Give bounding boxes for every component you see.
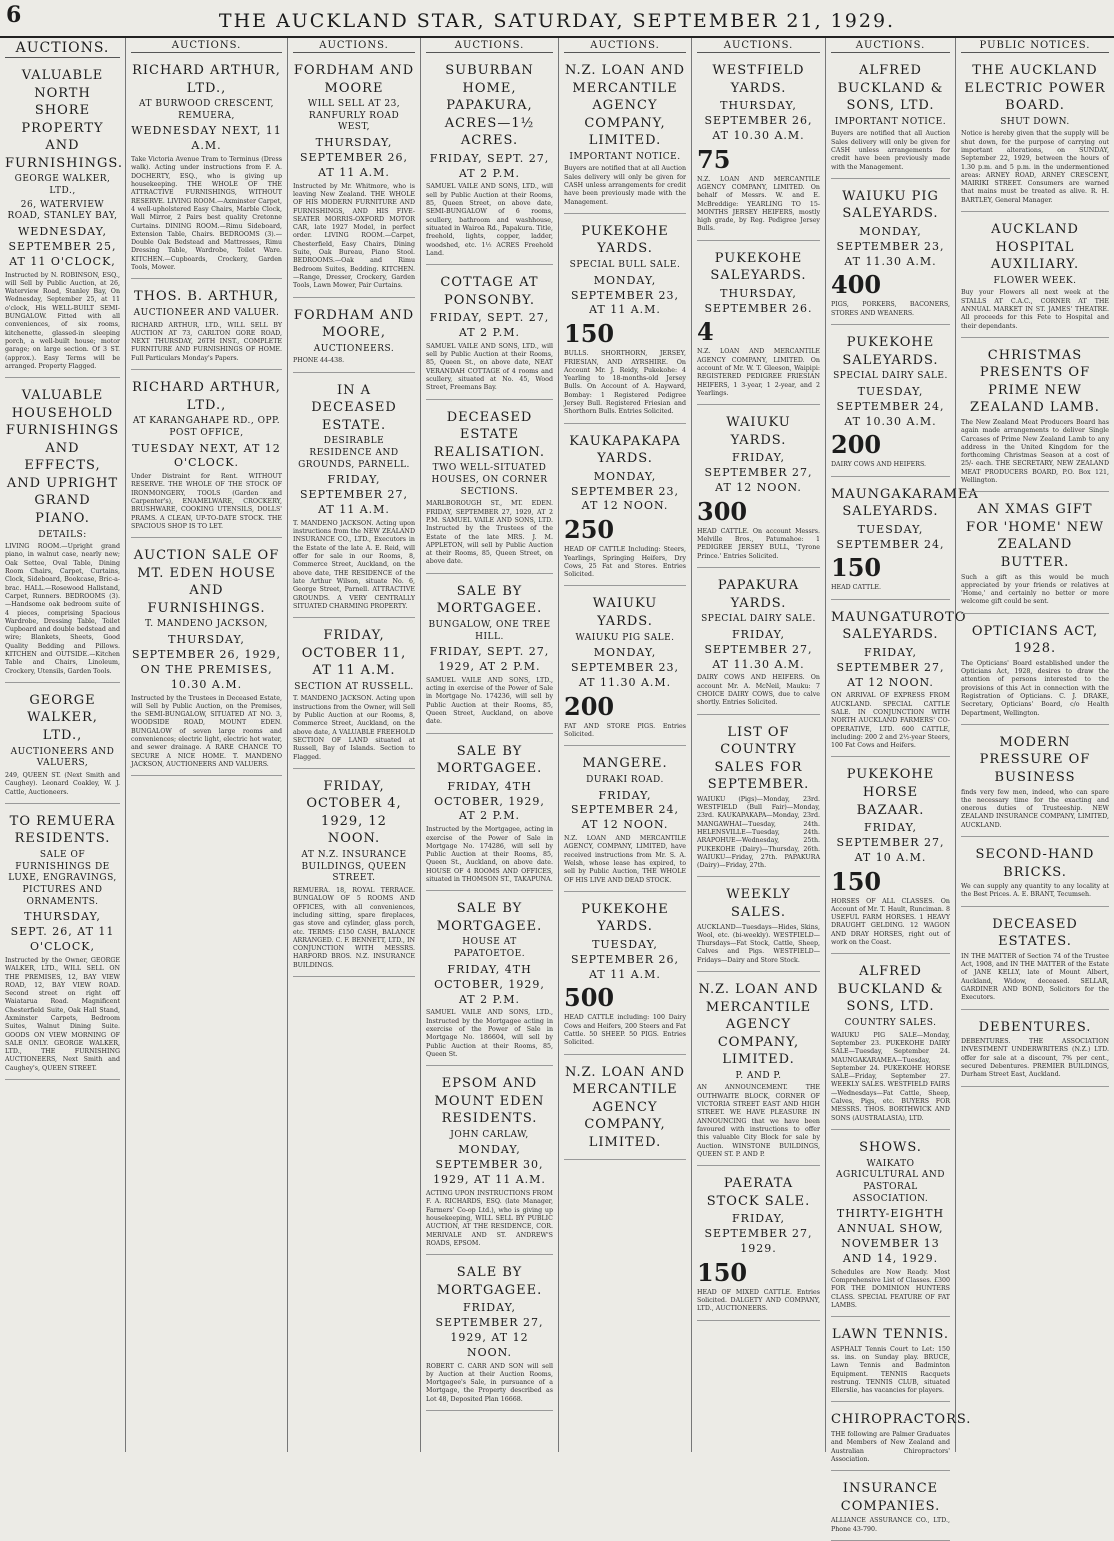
ad-title: SHOWS. [859,1139,922,1155]
ad-body: Under Distraint for Rent. WITHOUT RESERVE. THE WHOLE OF THE STOCK OF IRONMONGERY, TOOLS (Garden and Carpenter's), ENAMELWARE, CROCKERY, BRUSHWARE, COOKING UTENSILS, DOLLS' PRAMS. A CLEAN, UP-TO-DATE STOCK. THE SPACIOUS SHOP IS TO LET. [131,473,282,530]
advertisement [564,590,686,746]
advertisement [564,428,686,587]
ad-body: HEAD OF MIXED CATTLE. Entries Solicited. DALGETY AND COMPANY, LTD., AUCTIONEERS. [697,1288,820,1313]
advertisement [131,374,282,538]
advertisement [961,216,1109,338]
ad-body: DAIRY COWS AND HEIFERS. [831,461,927,469]
ad-body: N.Z. LOAN AND MERCANTILE AGENCY, COMPANY, LIMITED, have received instructions from Mr. S. A. Welsh, whose lease has expired, to sell by Public Auction, THE WHOLE OF HIS LIVE AND DEAD STOCK. [564,835,686,884]
advertisement [831,329,950,477]
ad-subtitle: SPECIAL DAIRY SALE. [701,614,816,625]
ad-title: SALE BY MORTGAGEE. [436,583,543,617]
advertisement [831,1475,950,1541]
advertisement [564,218,686,424]
ad-subtitle: AUCTIONEERS. [313,343,395,354]
ad-title: THOS. B. ARTHUR, [133,289,280,305]
advertisement [831,1406,972,1471]
ad-title: RICHARD ARTHUR, LTD., [132,380,281,413]
ad-title: RICHARD ARTHUR, LTD., [132,63,281,96]
ad-subtitle: WILL SELL AT 23, RANFURLY ROAD WEST, [307,99,401,133]
ad-subtitle: DESIRABLE RESIDENCE AND GROUNDS, PARNELL. [298,436,410,470]
ad-title: MODERN PRESSURE OF BUSINESS [979,734,1091,786]
ad-date: WEDNESDAY NEXT, 11 A.M. [131,124,282,153]
ad-subtitle: AT KARANGAHAPE RD., OPP. POST OFFICE, [132,416,281,438]
ad-title: PUKEKOHE SALEYARDS. [710,250,807,284]
advertisement [831,958,950,1130]
advertisement [293,377,415,619]
advertisement [697,572,820,715]
advertisement [564,1059,686,1161]
lot-count: 150 [831,866,882,896]
ad-title: DECEASED ESTATE REALISATION. [433,409,546,460]
ad-title: MAUNGAKARAMEA SALEYARDS. [831,486,979,520]
ad-body: T. MANDENO JACKSON. Acting upon instructions from the Owner, will Sell by Public Auction at our Rooms, 8, Commerce Street, Auckland, on the above date, A VALUABLE FREEHOLD SECTION OF LAND situated at Russell, Bay of Islands. Section to Flagged. [293,695,415,761]
ad-body: SAMUEL VAILE AND SONS, LTD., will sell by Public Auction at their Rooms, 85, Queen St., on above date, NEAT VERANDAH COTTAGE of 4 rooms and scullery, situated at No. 45, Wood Street, Freemans Bay. [426,342,553,392]
ad-body: THE following are Palmer Graduates and Members of New Zealand and Australian Chiropractors' Association. [831,1431,950,1463]
ad-title: COTTAGE AT PONSONBY. [440,275,539,308]
ad-body: REMUERA. 18, ROYAL TERRACE. BUNGALOW OF 5 ROOMS AND OFFICES, with all conveniences, including sitting, spare fireplaces, gas stove and cylinder, glass porch, etc. TERMS: £150 CASH, BALANCE ARRANGED. C. F. BENNETT, LTD., IN CONJUNCTION WITH MESSRS. HARFORD BROS. N.Z. INSURANCE BUILDINGS. [293,887,415,969]
advertisement [426,1070,553,1255]
ad-subtitle: DETAILS: [38,529,87,540]
ad-date: FRIDAY, SEPTEMBER 27, 1929. [704,1212,813,1255]
ad-title: CHRISTMAS PRESENTS OF PRIME NEW ZEALAND LAMB. [970,347,1100,416]
lot-count: 200 [831,430,882,460]
advertisement [831,57,950,179]
advertisement [831,604,967,758]
advertisement [426,269,553,400]
ad-subtitle: FLOWER WEEK. [993,275,1077,286]
ad-body: Buyers are notified that all Auction Sales delivery will only be given for CASH unless arrangements for credit have been previously made with the Management. [831,130,950,171]
ad-subtitle: IMPORTANT NOTICE. [569,151,681,162]
advertisement [131,283,282,370]
ad-body: FAT AND STORE PIGS. Entries Solicited. [564,722,686,739]
column-7 [826,38,979,1533]
ad-body: Buy your Flowers all next week at the STALLS AT C.A.C., CORNER AT THE ANNUAL MARKET IN ST. JAMES' THEATRE. All proceeds for this Fete to Hospital and their dependants. [961,289,1109,330]
ad-date: FRIDAY, SEPTEMBER 27, 1929, AT 12 NOON. [435,1301,544,1359]
ad-body: We can supply any quantity to any locality at the Best Prices. A. E. BRANT, Tecumseh. [961,883,1109,899]
ad-title: MAUNGATUROTO SALEYARDS. [831,609,967,643]
ad-body: PIGS, PORKERS, BACONERS, STORES AND WEANERS. [831,301,950,317]
ad-title: GEORGE WALKER, LTD., [27,692,98,744]
ad-subtitle: TWO WELL-SITUATED HOUSES, ON CORNER SECTIONS. [431,463,548,497]
column-header: AUCTIONS. [293,40,415,53]
advertisement [961,57,1109,212]
ad-date: TUESDAY, SEPTEMBER 24, AT 10.30 A.M. [836,384,945,428]
ad-title: EPSOM AND MOUNT EDEN RESIDENTS. [434,1076,545,1127]
column-header: AUCTIONS. [831,40,950,53]
ad-title: SECOND-HAND BRICKS. [975,847,1095,880]
lot-count: 4 [697,317,714,347]
ad-body: Schedules are Now Ready. Most Comprehensive List of Classes. £300 FOR THE DOMINION HUNTERS CLASS. SPECIAL FEATURE OF FAT LAMBS. [831,1268,950,1309]
ad-body: T. MANDENO JACKSON. Acting upon instructions from the NEW ZEALAND INSURANCE CO., LTD., Executors in the Estate of the late A. E. Reid, will offer for sale in our Rooms, 8, Commerce Street, Auckland, on the above date, THE RESIDENCE of the late Arthur Wilson, situate No. 6, George Street, Parnell. ATTRACTIVE GROUNDS. A VERY CENTRALLY SITUATED CHARMING PROPERTY. [293,519,415,610]
advertisement [697,1170,820,1321]
column-header: AUCTIONS. [131,40,282,53]
ad-body: RICHARD ARTHUR, LTD., WILL SELL BY AUCTION AT 73, CARLTON GORE ROAD, NEXT THURSDAY, 26TH INST., COMPLETE FURNITURE AND FURNISHINGS OF HOME. Full Particulars Monday's Papers. [131,321,282,362]
page-number: 6 [6,2,22,28]
ad-body: N.Z. LOAN AND MERCANTILE AGENCY COMPANY, LIMITED. On behalf of Messrs. W. and E. McBreddige: YEARLING TO 15-MONTHS JERSEY HEIFERS, mostly high grade, by Reg. Pedigree Jersey Bulls. [697,175,820,233]
ad-date: WEDNESDAY, SEPTEMBER 25, AT 11 O'CLOCK, [8,225,117,268]
column-6 [692,38,826,1452]
ad-subtitle: AT N.Z. INSURANCE BUILDINGS, QUEEN STREET. [301,850,407,884]
ad-title: FORDHAM AND MOORE, [293,307,415,341]
column-header: AUCTIONS. [564,40,686,53]
ad-title: N.Z. LOAN AND MERCANTILE AGENCY COMPANY, LIMITED. [564,1064,686,1150]
ad-title: WEEKLY SALES. [726,887,791,920]
ad-body: 249, QUEEN ST. (Next Smith and Caughey). Leonard Coakley, W. J. Cattle, Auctioneers. [5,771,120,796]
ad-subtitle: GEORGE WALKER, LTD., [14,174,111,196]
ad-body: ASPHALT Tennis Court to Let: 150 ss. ins. on Sunday play. BRUCE, Lawn Tennis and Badminton Equipment. TENNIS Racquets restrung. TENNIS CLUB, situated Ellerslie, has vacancies for players. [831,1345,950,1395]
advertisement [5,808,120,1080]
ad-title: KAUKAPAKAPA YARDS. [569,433,681,467]
ad-subtitle: AUCTIONEER AND VALUER. [133,307,280,318]
ad-title: SALE BY MORTGAGEE. [436,743,543,777]
ad-date: THURSDAY, SEPTEMBER 26. [704,286,813,315]
ad-title: N.Z. LOAN AND MERCANTILE AGENCY COMPANY, LIMITED. [564,63,686,149]
lot-count: 250 [564,515,615,545]
lot-count: 400 [831,270,882,300]
ad-body: BULLS. SHORTHORN, JERSEY, FRIESIAN, AND AYRSHIRE. On Account Mr. J. Reidy, Pukekohe: 4 Yearling to 18-months-old Jersey Bulls. On Account of A. Hayward, Bombay: 1 Registered Pedigree Jersey Bull. Registered Friesian and Shorthorn Bulls. Entries Solicited. [564,350,686,416]
ad-body: SAMUEL VAILE AND SONS, LTD., will sell by Public Auction at their Rooms, 85, Queen Street, on above date, SEMI-BUNGALOW of 6 rooms, scullery, bathroom and washhouse, situated in Wairoa Rd., Papakura. Title, freehold, lights, copper, ladder, woodshed, etc. 1½ ACRES Freehold Land. [426,183,553,257]
advertisement [426,738,553,892]
columns-container [0,38,1114,1533]
advertisement [426,404,553,574]
ad-title: FORDHAM AND MOORE [293,63,415,96]
lot-count: 150 [697,1257,748,1287]
advertisement [564,57,686,214]
ad-date: FRIDAY, SEPTEMBER 27, AT 11 A.M. [300,473,408,517]
ad-date: TUESDAY, SEPTEMBER 24, [836,522,945,551]
ad-title: WESTFIELD YARDS. [712,63,805,96]
ad-body: SAMUEL VAILE AND SONS, LTD., Instructed by the Mortgagee acting in exercise of the Power of Sale in Mortgage No. 186604, will sell by Public Auction at their Rooms, 85, Queen St. [426,1009,553,1058]
advertisement [131,542,282,776]
ad-body: HEAD CATTLE including: 100 Dairy Cows and Heifers, 200 Steers and Fat Cattle. 50 SHEEP. 50 PIGS. Entries Solicited. [564,1014,686,1047]
ad-title: FRIDAY, OCTOBER 4, 1929, 12 NOON. [306,778,402,847]
ad-date: MONDAY, SEPTEMBER 30, 1929, AT 11 A.M. [433,1143,546,1187]
advertisement [5,382,120,683]
ad-title: AUCTION SALE OF MT. EDEN HOUSE AND FURNISHINGS. [133,548,280,616]
ad-body: HEAD OF CATTLE Including: Steers, Yearlings, Springing Heifers, Dry Cows, 25 Fat and Stores. Entries Solicited. [564,546,686,579]
column-2 [126,38,288,1452]
ad-body: Take Victoria Avenue Tram to Terminus (Dress walk). Acting under instructions from F. A. DOCHERTY, ESQ., who is giving up housekeeping. THE WHOLE OF THE ATTRACTIVE FURNISHINGS, WITHOUT RESERVE. LIVING ROOM.—Axminster Carpet, 4 well-upholstered Easy Chairs, Marble Clock, Wall Mirror, 2 Pairs best quality Cretonne Curtains. DINING ROOM.—Rimu Sideboard, Extension Table, Chairs. BEDROOMS (3).—Double Oak Bedstead and Mattresses, Rimu Dressing Table, Wardrobe, Toilet Ware. KITCHEN.—Cupboards, Crockery, Garden Tools, Mower. [131,156,282,272]
ad-body: IN THE MATTER of Section 74 of the Trustee Act, 1908, and IN THE MATTER of the Estate of JANE KELLY, late of Mount Albert, Auckland, Widow, deceased. SELLAR, GARDINER AND BOND, Solicitors for the Executors. [961,952,1109,1002]
advertisement [293,302,415,373]
ad-title: PUKEKOHE YARDS. [581,223,669,257]
advertisement [5,687,120,804]
ad-body: The New Zealand Meat Producers Board has again made arrangements to deliver Single Carcases of Prime New Zealand Lamb to any address in the United Kingdom for the forthcoming Christmas Season at a cost of 25/- each. THE SECRETARY, NEW ZEALAND MEAT PRODUCERS BOARD, P.O. Box 121, Wellington. [961,419,1109,485]
ad-body: The Opticians' Board established under the Opticians Act, 1928, desires to draw the attention of persons interested to the provisions of this Act in connection with the Registration of Opticians. C. J. DRAKE, Secretary, Opticians' Board, c/o Health Department, Wellington. [961,659,1109,717]
ad-date: THURSDAY, SEPT. 26, AT 11 O'CLOCK, [10,910,115,954]
column-1 [0,38,126,1452]
ad-subtitle: SECTION AT RUSSELL. [294,681,414,692]
ad-date: THIRTY-EIGHTH ANNUAL SHOW, NOVEMBER 13 AND 14, 1929. [836,1207,945,1265]
column-3 [288,38,421,1452]
ad-title: CHIROPRACTORS. [831,1412,972,1428]
ad-title: PUKEKOHE HORSE BAZAAR. [846,767,935,818]
advertisement [831,761,950,954]
ad-date: THURSDAY, SEPTEMBER 26, 1929, ON THE PREMISES, 10.30 A.M. [132,633,281,691]
ad-body: WAIUKU PIG SALE—Monday, September 23. PUKEKOHE DAIRY SALE—Tuesday, September 24. MAUNGAKARAMEA—Tuesday, September 24. PUKEKOHE HORSE SALE—Friday, September 27. WEEKLY SALES. WESTFIELD FAIRS—Wednesdays—Fat Cattle, Sheep, Calves, Pigs, etc. BUYERS FOR MESSRS. THOS. BORTHWICK AND SONS (AUSTRALASIA), LTD. [831,1031,950,1122]
ad-title: AN XMAS GIFT FOR 'HOME' NEW ZEALAND BUTTER. [966,502,1104,571]
ad-title: TO REMUERA RESIDENTS. [9,813,116,847]
ad-title: PAERATA STOCK SALE. [706,1176,811,1209]
ad-subtitle: WAIUKU PIG SALE. [575,632,675,643]
ad-title: ALFRED BUCKLAND & SONS, LTD. [837,63,944,114]
ad-date: FRIDAY, SEPT. 27, AT 2 P.M. [429,311,550,340]
ad-subtitle: IMPORTANT NOTICE. [834,116,947,127]
advertisement [697,57,820,241]
ad-title: WAIUKU YARDS. [726,415,791,448]
advertisement [831,183,950,325]
lot-count: 75 [697,144,731,174]
ad-date: FRIDAY, SEPTEMBER 27, AT 10 A.M. [836,821,945,864]
advertisement [961,729,1109,837]
advertisement [831,1321,950,1402]
lot-count: 150 [831,553,882,583]
ad-body: HEAD CATTLE. [831,584,882,592]
column-8 [956,38,1114,1452]
ad-body: Instructed by the Trustees in Deceased Estate, will Sell by Public Auction, on the Premises, the SEMI-BUNGALOW, SITUATED AT NO. 3, WOODSIDE ROAD, MOUNT EDEN. BUNGALOW of seven large rooms and conveniences; electric light, electric hot water, and sewer drainage. A RARE CHANCE TO SECURE A NICE HOME. T. MANDENO JACKSON, AUCTIONEERS AND VALUERS. [131,694,282,768]
ad-subtitle: SPECIAL BULL SALE. [569,260,681,270]
ad-subtitle: DURAKI ROAD. [586,774,664,785]
ad-body: ACTING UPON INSTRUCTIONS FROM F. A. RICHARDS, ESQ. (late Manager, Farmers' Co-op Ltd.), who is giving up housekeeping, WILL SELL BY PUBLIC AUCTION, AT THE RESIDENCE, COR. MERIVALE AND ST. ANDREW'S ROADS, EPSOM. [426,1190,553,1247]
ad-date: FRIDAY, SEPTEMBER 24, AT 12 NOON. [571,788,679,832]
advertisement [293,622,415,769]
ad-title: VALUABLE HOUSEHOLD FURNISHINGS AND EFFECTS, AND UPRIGHT GRAND PIANO. [5,388,120,526]
ad-title: LAWN TENNIS. [832,1327,949,1343]
ad-title: PUKEKOHE YARDS. [581,901,669,935]
ad-body: DEBENTURES. THE ASSOCIATION INVESTMENT UNDERWRITERS (N.Z.) LTD. offer for sale at a discount, 7% per cent., secured Debentures. PREMIER BUILDINGS, Durham Street East, Auckland. [961,1038,1109,1079]
ad-body: HORSES OF ALL CLASSES. On Account of Mr. T. Hault, Runciman. 8 USEFUL FARM HORSES. 1 HEAVY DRAUGHT GELDING. 12 WAGON AND DRAY HORSES, right out of work on the Coast. [831,897,950,947]
ad-body: LIVING ROOM.—Upright grand piano, in walnut case, nearly new; Oak Settee, Oval Table, Dining Room Chairs, Carpet, Curtains, Clock, Sideboard, Bookcase, Bric-a-brac. HALL.—Rosewood Hallstand, Carpet, Runners. BEDROOMS (3).—Handsome oak bedroom suite of 4 pieces, comprising Spacious Wardrobe, Dressing Table, Toilet Cupboard and double bedstead and wire; Blankets, Sheets, Good Quality Bedding and Pillows. KITCHEN and OUTSIDE.—Kitchen Table and Chairs, Linoleum, Crockery, Utensils, Garden Tools. [5,543,120,675]
advertisement [697,245,820,406]
ad-venue: 26, WATERVIEW ROAD, STANLEY BAY, [7,199,118,222]
ad-date: TUESDAY, SEPTEMBER 26, AT 11 A.M. [571,937,679,981]
advertisement [961,342,1109,493]
ad-title: FRIDAY, OCTOBER 11, AT 11 A.M. [301,628,407,679]
ad-subtitle: P. AND P. [735,1070,782,1081]
ad-title: THE AUCKLAND ELECTRIC POWER BOARD. [964,63,1106,114]
ad-body: N.Z. LOAN AND MERCANTILE AGENCY COMPANY, LIMITED. On account of Mr. W. T. Gleeson, Waipipi: REGISTERED PEDIGREE FRIESIAN HEIFERS, 1 3-year, 1 2-year, and 2 Yearlings. [697,348,820,397]
ad-title: INSURANCE COMPANIES. [840,1481,941,1514]
ad-title: OPTICIANS ACT, 1928. [971,623,1099,657]
lot-count: 150 [564,319,615,349]
ad-subtitle: JOHN CARLAW, [450,1129,529,1140]
advertisement [961,1014,1109,1087]
lot-count: 200 [564,691,615,721]
ad-subtitle: SALE OF FURNISHINGS DE LUXE, ENGRAVINGS, PICTURES AND ORNAMENTS. [8,849,117,907]
ad-title: PUKEKOHE SALEYARDS. [842,335,939,368]
advertisement [131,57,282,279]
ad-subtitle: SPECIAL DAIRY SALE. [833,371,948,382]
masthead [0,0,1114,38]
advertisement [564,750,686,892]
ad-subtitle: T. MANDENO JACKSON, [145,619,268,630]
ad-body: Instructed by the Owner, GEORGE WALKER, LTD., WILL SELL ON THE PREMISES, 12, BAY VIEW ROAD, 12, BAY VIEW ROAD. Second street on right off Waiatarua Road. Magnificent Chesterfield Suite, Oak Hall Stand, Axminster Carpets, Bedroom Suites, Walnut Dining Suite. GOODS ON VIEW MORNING OF SALE ONLY. GEORGE WALKER, LTD., THE FURNISHING AUCTIONEERS, Next Smith and Caughey's, QUEEN STREET. [5,956,120,1072]
ad-title: LIST OF COUNTRY SALES FOR SEPTEMBER. [707,724,810,793]
advertisement [697,719,820,878]
ad-date: MONDAY, SEPTEMBER 23, AT 12 NOON. [571,469,679,513]
ad-title: MANGERE. [582,756,668,772]
ad-body: AN ANNOUNCEMENT. THE OUTHWAITE BLOCK, CORNER OF VICTORIA STREET EAST AND HIGH STREET. WE HAVE PLEASURE IN ANNOUNCING that we have been favoured with instructions to offer this valuable City Block for sale by Auction. WINSTONE BUILDINGS, QUEEN ST. P. AND P. [697,1084,820,1158]
ad-title: IN A DECEASED ESTATE. [311,382,397,433]
column-header: AUCTIONS. [5,40,120,58]
ad-body: Instructed by N. ROBINSON, ESQ., will Sell by Public Auction, at 26, Waterview Road, Stanley Bay, On Wednesday, September 25, at 11 o'clock, His WELL-BUILT SEMI-BUNGALOW. Fitted with all conveniences, of six rooms, kitchenette, glassed-in sleeping porch, a well-built house; motor garage; on large section. Of 3 ST. (approx.). Easy Terms will be arranged. Property Flagged. [5,271,120,370]
ad-body: SAMUEL VAILE AND SONS, LTD., acting in exercise of the Power of Sale in Mortgage No. 174236, will sell by Public Auction at their Rooms, 85, Queen Street, Auckland, on above date. [426,676,553,726]
ad-body: AUCKLAND—Tuesdays—Hides, Skins, Wool, etc. (bi-weekly). WESTFIELD—Thursdays—Fat Stock, Cattle, Sheep, Calves and Pigs. WESTFIELD—Fridays—Dairy and Store Stock. [697,923,820,964]
ad-date: FRIDAY, 4TH OCTOBER, 1929, AT 2 P.M. [434,779,545,823]
ad-title: VALUABLE NORTH SHORE PROPERTY AND FURNISHINGS. [5,68,123,171]
ad-date: FRIDAY, SEPT. 27, 1929, AT 2 P.M. [429,645,550,674]
advertisement [293,57,415,298]
ad-subtitle: BUNGALOW, ONE TREE HILL. [428,619,551,642]
advertisement [831,481,979,600]
advertisement [5,62,123,378]
advertisement [961,618,1109,725]
ad-body: Notice is hereby given that the supply will be shut down, for the purpose of carrying out important alterations, on SUNDAY, September 22, 1929, between the hours of 1.30 p.m. and 5 p.m. in the undermentioned areas: ARNEY ROAD, ARNEY CRESCENT, MAIRIKI STREET. Consumers are warned that mains must be treated as alive. R. H. BARTLEY, General Manager. [961,130,1109,204]
ad-subtitle: COUNTRY SALES. [844,1018,937,1029]
advertisement [426,578,553,734]
advertisement [697,976,820,1166]
ad-title: WAIUKU PIG SALEYARDS. [842,188,939,222]
column-header: AUCTIONS. [426,40,553,53]
column-4 [421,38,559,1452]
advertisement [426,895,553,1066]
advertisement [426,57,553,265]
ad-body: ROBERT C. CARR AND SON will sell by Auction at their Auction Rooms, Mortgagee's Sale, in pursuance of a Mortgage, the Property described as Lot 48, Deposited Plan 16668. [426,1362,553,1403]
lot-count: 300 [697,496,748,526]
ad-date: MONDAY, SEPTEMBER 23, AT 11.30 A.M. [836,224,945,268]
advertisement [564,896,686,1055]
ad-date: FRIDAY, SEPTEMBER 27, AT 12 NOON. [704,451,813,495]
advertisement [831,1134,950,1317]
ad-title: PAPAKURA YARDS. [717,578,800,611]
ad-body: Such a gift as this would be much appreciated by your friends or relatives at 'Home,' and certainly no better or more welcome gift could be sent. [961,573,1109,606]
advertisement [697,409,820,568]
ad-date: FRIDAY, SEPTEMBER 27, AT 11.30 A.M. [704,627,813,671]
advertisement [293,773,415,977]
ad-date: TUESDAY NEXT, AT 12 O'CLOCK. [132,441,281,470]
ad-body: Instructed by Mr. Whitmore, who is leaving New Zealand. THE WHOLE OF HIS MODERN FURNITURE AND FURNISHINGS, AND HIS FIVE-SEATER MORRIS-OXFORD MOTOR CAR, late 1927 Model, in perfect order. LIVING ROOM.—Carpet, Chesterfield, Easy Chairs, Dining Suite, Oak Bureau, Piano Stool. BEDROOMS.—Oak and Rimu Bedroom Suites, Bedding. KITCHEN.—Range, Dresser, Crockery, Garden Tools, Lawn Mower, Pair Curtains. [293,182,415,290]
ad-body: Buyers are notified that at all Auction Sales delivery will only be given for CASH unless arrangements for credit have been previously made with the Management. [564,165,686,206]
ad-date: FRIDAY, SEPT. 27, AT 2 P.M. [429,151,550,180]
advertisement [426,1259,553,1411]
ad-title: SUBURBAN HOME, PAPAKURA, ACRES—1½ ACRES. [444,63,535,149]
ad-title: SALE BY MORTGAGEE. [436,901,543,934]
lot-count: 500 [564,983,615,1013]
ad-body: MARLBOROUGH ST., MT. EDEN. FRIDAY, SEPTEMBER 27, 1929, AT 2 P.M. SAMUEL VAILE AND SONS, LTD. Instructed by the Trustees of the Estate of the late MRS. J. M. APPLETON, will sell by Public Auction at their Rooms, 85, Queen Street, on above date. [426,500,553,566]
ad-date: THURSDAY, SEPTEMBER 26, AT 10.30 A.M. [704,99,813,142]
ad-subtitle: AUCTIONEERS AND VALUERS, [10,746,115,769]
ad-date: FRIDAY, 4TH OCTOBER, 1929, AT 2 P.M. [434,962,545,1006]
ad-body: PHONE 44-438. [293,357,345,365]
ad-body: DAIRY COWS AND HEIFERS. On account Mr. A. McNeil, Mauku: 7 CHOICE DAIRY COWS, due to calve shortly. Entries Solicited. [697,674,820,707]
advertisement [961,841,1109,907]
ad-title: DECEASED ESTATES. [992,916,1078,950]
ad-body: Instructed by the Mortgagee, acting in exercise of the Power of Sale in Mortgage No. 174286, will sell by Public Auction at their Rooms, 85, Queen St., Auckland, on above date. HOUSE OF 4 ROOMS AND OFFICES, situated in THOMSON ST., TAKAPUNA. [426,826,553,884]
ad-date: MONDAY, SEPTEMBER 23, AT 11 A.M. [571,273,679,317]
ad-title: WAIUKU YARDS. [592,596,658,629]
ad-date: MONDAY, SEPTEMBER 23, AT 11.30 A.M. [571,646,679,689]
column-header: PUBLIC NOTICES. [961,40,1109,53]
ad-title: SALE BY MORTGAGEE. [436,1265,543,1298]
ad-title: AUCKLAND HOSPITAL AUXILIARY. [990,222,1080,273]
ad-body: ON ARRIVAL OF EXPRESS FROM AUCKLAND. SPECIAL CATTLE SALE. IN CONJUNCTION WITH NORTH AUCKLAND FARMERS' CO-OPERATIVE, LTD. 600 CATTLE, including: 200 2 and 2½-year Steers, 100 Fat Cows and Heifers. [831,692,950,750]
ad-body: finds very few men, indeed, who can spare the necessary time for the exacting and onerous duties of Trusteeship. NEW ZEALAND INSURANCE COMPANY, LIMITED, AUCKLAND. [961,788,1109,829]
column-header: AUCTIONS. [697,40,820,53]
ad-date: FRIDAY, SEPTEMBER 27, AT 12 NOON. [836,645,945,689]
newspaper-title: THE AUCKLAND STAR, SATURDAY, SEPTEMBER 21, 1929. [218,10,896,32]
ad-subtitle: HOUSE AT PAPATOETOE. [453,937,526,960]
ad-subtitle: WAIKATO AGRICULTURAL AND PASTORAL ASSOCIATION. [835,1158,946,1204]
ad-body: ALLIANCE ASSURANCE CO., LTD., Phone 43-790. [831,1517,950,1533]
advertisement [961,496,1109,613]
advertisement [697,881,820,972]
ad-body: WAIUKU (Pigs)—Monday, 23rd. WESTFIELD (Bull Fair)—Monday, 23rd. KAUKAPAKAPA—Monday, 23rd. MANGAWHAI—Tuesday, 24th. HELENSVILLE—Tuesday, 24th. ARAPOHUE—Wednesday, 25th. PUKEKOHE (Dairy)—Thursday, 26th. WAIUKU—Friday, 27th. PAPAKURA (Dairy)—Friday, 27th. [697,795,820,870]
advertisement [961,911,1109,1010]
ad-subtitle: AT BURWOOD CRESCENT, REMUERA, [138,99,274,121]
ad-subtitle: SHUT DOWN. [1000,116,1070,127]
ad-date: THURSDAY, SEPTEMBER 26, AT 11 A.M. [300,136,408,179]
ad-title: DEBENTURES. [978,1019,1092,1035]
column-5 [559,38,692,1452]
ad-body: HEAD CATTLE. On account Messrs. Melville Bros., Patumahoe: 1 PEDIGREE JERSEY BULL, 'Tyrone Prince.' Entries Solicited. [697,527,820,560]
ad-title: N.Z. LOAN AND MERCANTILE AGENCY COMPANY, LIMITED. [698,982,819,1068]
ad-title: ALFRED BUCKLAND & SONS, LTD. [837,964,944,1015]
